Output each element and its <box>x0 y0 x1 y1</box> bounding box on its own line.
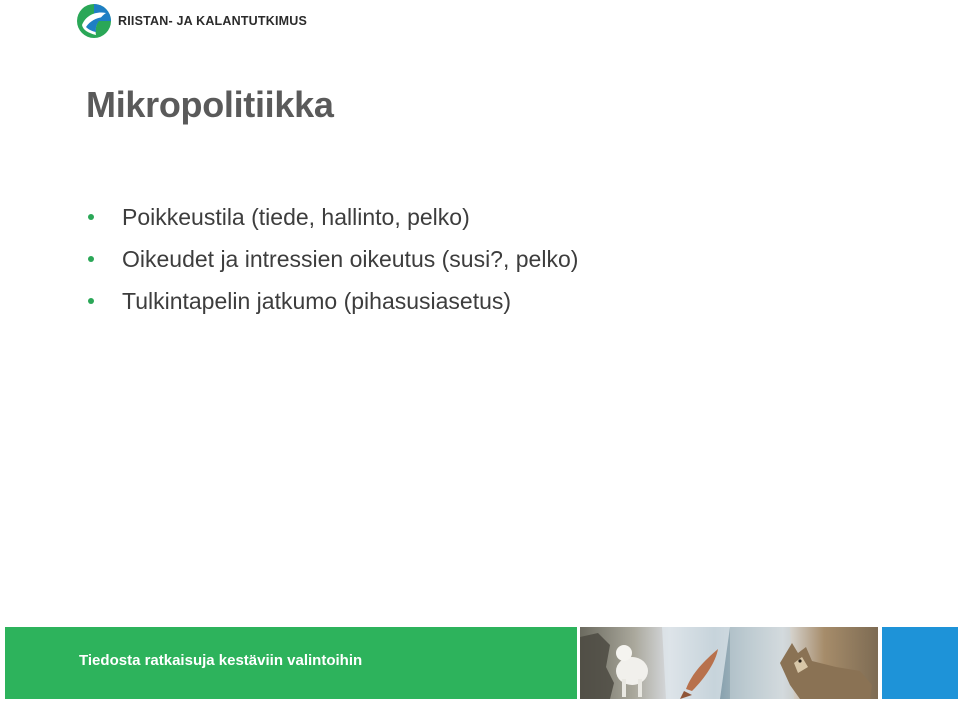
bullet-icon <box>88 256 94 262</box>
rktl-logo-icon <box>76 3 112 39</box>
bullet-icon <box>88 214 94 220</box>
footer-blue-block <box>882 627 958 699</box>
bullet-text: Poikkeustila (tiede, hallinto, pelko) <box>122 203 470 230</box>
logo-wordmark: RIISTAN- JA KALANTUTKIMUS <box>118 14 308 28</box>
bullet-text: Tulkintapelin jatkumo (pihasusiasetus) <box>122 287 512 314</box>
bullet-item <box>84 280 578 322</box>
slide-title: Mikropolitiikka <box>86 84 334 125</box>
wildlife-photo-icon <box>580 627 878 699</box>
bullet-icon <box>88 298 94 304</box>
bullet-item <box>84 196 578 238</box>
logo <box>76 2 307 40</box>
bullet-item <box>84 238 578 280</box>
footer-tagline: Tiedosta ratkaisuja kestäviin valintoihin <box>79 652 363 669</box>
bullet-list <box>84 196 578 322</box>
bullet-text: Oikeudet ja intressien oikeutus (susi?, pelko) <box>122 245 579 272</box>
footer-wildlife-photo <box>580 627 878 699</box>
footer-banner <box>5 627 577 699</box>
